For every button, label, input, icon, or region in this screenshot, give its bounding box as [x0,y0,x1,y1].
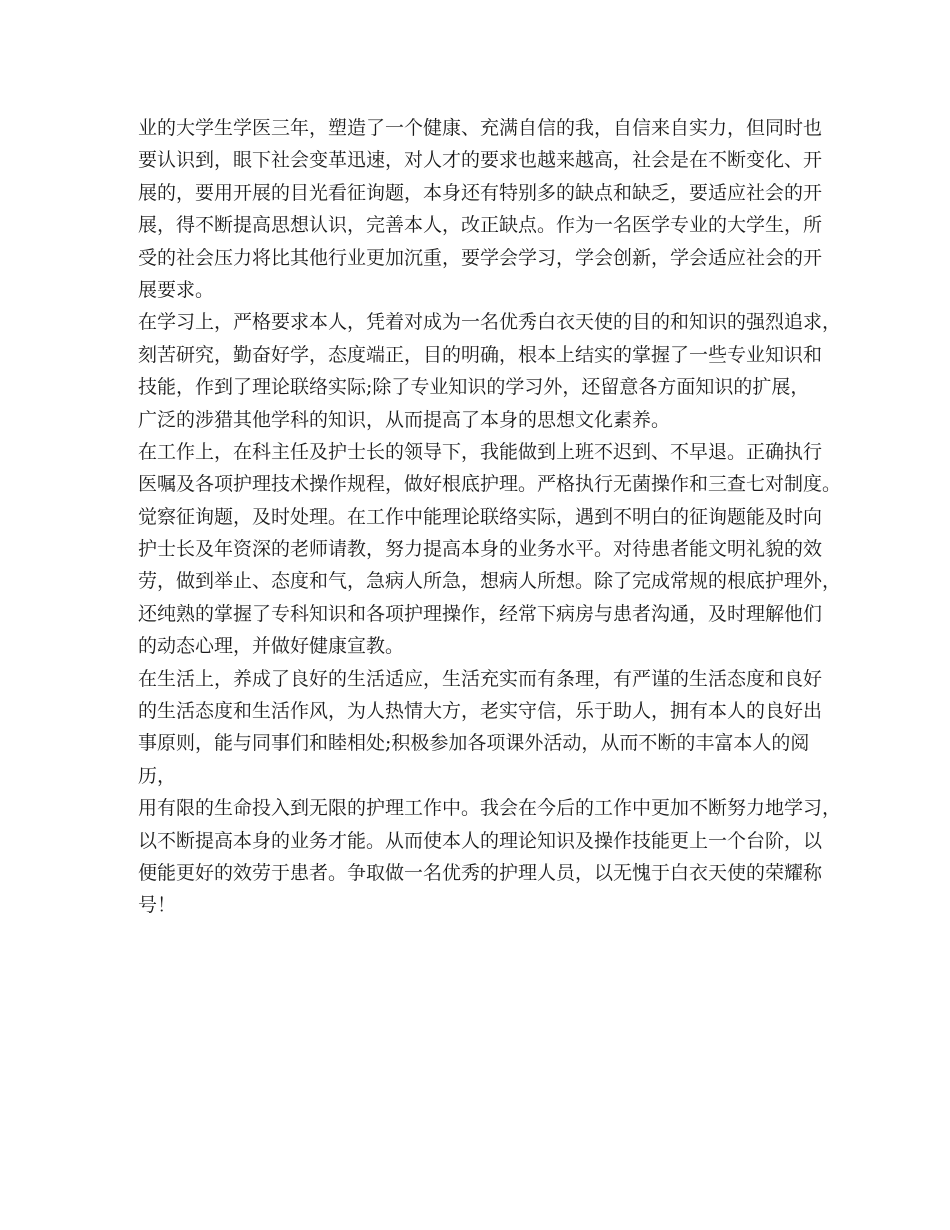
paragraph-intro [138,112,838,306]
text-line: 在工作上，在科主任及护士长的领导下，我能做到上班不迟到、不早退。正确执行 [138,440,823,463]
text-line: 的生活态度和生活作风，为人热情大方，老实守信，乐于助人，拥有本人的良好出 [138,700,823,723]
text-line: 便能更好的效劳于患者。争取做一名优秀的护理人员，以无愧于白衣天使的荣耀称 [138,861,823,884]
text-line: 号！ [138,894,177,917]
text-line: 展，得不断提高思想认识，完善本人，改正缺点。作为一名医学专业的大学生，所 [138,214,823,237]
text-line: 受的社会压力将比其他行业更加沉重，要学会学习，学会创新，学会适应社会的开 [138,246,823,269]
paragraph-conclusion [138,792,842,922]
document-body [138,112,842,922]
text-line: 在生活上，养成了良好的生活适应，生活充实而有条理，有严谨的生活态度和良好 [138,667,823,690]
text-line: 展要求。 [138,278,215,301]
text-line: 事原则，能与同事们和睦相处;积极参加各项课外活动，从而不断的丰富本人的阅 [138,732,810,755]
text-line: 还纯熟的掌握了专科知识和各项护理操作，经常下病房与患者沟通，及时理解他们 [138,602,823,625]
text-line: 医嘱及各项护理技术操作规程，做好根底护理。严格执行无菌操作和三查七对制度。 [138,473,842,496]
text-line: 用有限的生命投入到无限的护理工作中。我会在今后的工作中更加不断努力地学习， [138,797,842,820]
text-line: 要认识到，眼下社会变革迅速，对人才的要求也越来越高，社会是在不断变化、开 [138,149,823,172]
paragraph-life [138,663,838,793]
text-line: 技能，作到了理论联络实际;除了专业知识的学习外，还留意各方面知识的扩展， [138,376,810,399]
paragraph-work [138,436,842,663]
text-line: 以不断提高本身的业务才能。从而使本人的理论知识及操作技能更上一个台阶，以 [138,829,823,852]
text-line: 业的大学生学医三年，塑造了一个健康、充满自信的我，自信来自实力，但同时也 [138,117,823,139]
text-line: 展的，要用开展的目光看征询题，本身还有特别多的缺点和缺乏，要适应社会的开 [138,181,823,204]
text-line: 护士长及年资深的老师请教，努力提高本身的业务水平。对待患者能文明礼貌的效 [138,538,823,561]
text-line: 的动态心理，并做好健康宣教。 [138,635,405,658]
text-line: 历， [138,764,177,787]
text-line: 觉察征询题，及时处理。在工作中能理论联络实际，遇到不明白的征询题能及时向 [138,505,823,528]
text-line: 刻苦研究，勤奋好学，态度端正，目的明确，根本上结实的掌握了一些专业知识和 [138,343,823,366]
text-line: 在学习上，严格要求本人，凭着对成为一名优秀白衣天使的目的和知识的强烈追求， [138,311,842,334]
text-line: 广泛的涉猎其他学科的知识，从而提高了本身的思想文化素养。 [138,408,671,431]
text-line: 劳，做到举止、态度和气，急病人所急，想病人所想。除了完成常规的根底护理外， [138,570,842,593]
paragraph-study [138,306,842,436]
